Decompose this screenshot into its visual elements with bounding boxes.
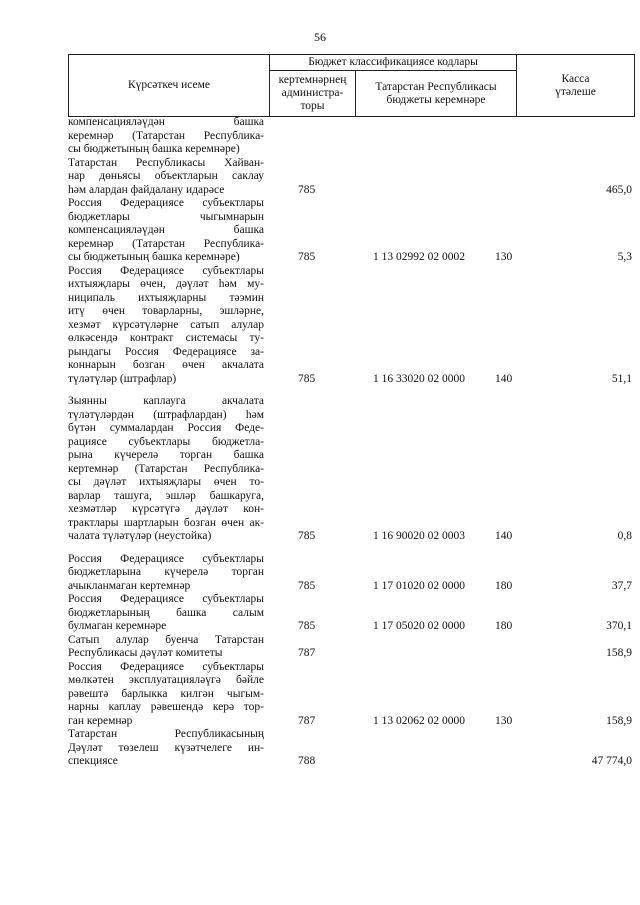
table-row [68, 593, 634, 634]
budget-code: 1 13 02992 02 0002 [373, 251, 465, 263]
kind-code: 130 [495, 714, 513, 727]
admin-code: 785 [298, 372, 316, 385]
admin-code: 785 [298, 530, 316, 542]
indicator-name: Россия Федерациясе субъектлары ихтыяҗлары өчен, дәүләт һәм му- ниципаль ихтыяҗларны тәэмин итү өчен товарларны, эшләрне, хезмәт күрсәтүләрне сатып алулар өлкәсендә контракт системасы ту- рындагы Россия Федерациясе за- коннарын бозган өчен акчалата түләтүләр (штрафлар) [68, 264, 264, 385]
table-row [68, 157, 634, 198]
cash-amount: 37,7 [611, 579, 632, 592]
kind-code: 180 [495, 620, 513, 632]
page-number: 56 [314, 30, 326, 44]
budget-code: 1 16 33020 02 0000 [373, 372, 465, 385]
budget-code: 1 13 02062 02 0000 [373, 714, 465, 727]
table-row [68, 116, 634, 157]
cash-amount: 158,9 [606, 647, 632, 659]
table-row [68, 265, 634, 387]
header-budget: Татарстан Республикасы бюджеты керемнәре [356, 71, 517, 117]
indicator-name: Татарстан Республикасы Хайван- нар дөньясы объектларын саклау һәм алардан файдалану идарәсе [68, 156, 264, 196]
cash-amount: 0,8 [617, 530, 632, 542]
admin-code: 785 [298, 183, 316, 196]
admin-code: 785 [298, 251, 316, 263]
admin-code: 787 [298, 714, 316, 727]
header-admin: кертемнәрнең администра- торы [270, 71, 356, 117]
kind-code: 180 [495, 579, 513, 592]
indicator-name: Россия Федерациясе субъектлары мөлкәтен эксплуатацияләүгә бәйле рәвештә барлыкка килгән чыгым- нарны каплау рәвешендә керә тор- ган керемнәр [68, 660, 264, 727]
kind-code: 130 [495, 251, 513, 263]
header-cash: Касса үтәлеше [517, 55, 635, 117]
indicator-name: Россия Федерациясе субъектлары бюджетларының башка салым булмаган керемнәре [68, 593, 264, 632]
header-indicator: Күрсәткеч исеме [69, 55, 270, 117]
table-row [68, 661, 634, 729]
cash-amount: 51,1 [611, 372, 632, 385]
table-row [68, 634, 634, 661]
cash-amount: 465,0 [606, 183, 632, 196]
budget-code: 1 16 90020 02 0003 [373, 530, 465, 542]
table-row [68, 728, 634, 769]
budget-code: 1 17 05020 02 0000 [373, 620, 465, 632]
header-table [68, 54, 635, 117]
header-classification: Бюджет классификациясе кодлары [270, 55, 517, 71]
cash-amount: 158,9 [606, 714, 632, 727]
cash-amount: 5,3 [617, 251, 632, 263]
table-row [68, 395, 634, 544]
indicator-name: компенсацияләүдән башка керемнәр (Татарстан Республика- сы бюджетының башка керемнәре) [68, 116, 264, 155]
indicator-name: Татарстан Республикасының Дәүләт төзелеш күзәтчелеге ин- спекциясе [68, 728, 264, 767]
cash-amount: 370,1 [606, 620, 632, 632]
indicator-name: Россия Федерациясе субъектлары бюджетлары чыгымнарын компенсацияләүдән башка керемнәр (Татарстан Республика- сы бюджетының башка керемнәре) [68, 197, 264, 263]
table-body [68, 116, 634, 769]
admin-code: 787 [298, 647, 316, 659]
cash-amount: 47 774,0 [591, 755, 632, 767]
kind-code: 140 [495, 530, 513, 542]
table-row [68, 197, 634, 265]
budget-code: 1 17 01020 02 0000 [373, 579, 465, 592]
indicator-name: Сатып алулар буенча Татарстан Республикасы дәүләт комитеты [68, 633, 264, 659]
admin-code: 785 [298, 620, 316, 632]
table-row [68, 553, 634, 594]
indicator-name: Зыянны каплауга акчалата түләтүләрдән (штрафлардан) һәм бүтән суммалардан Россия Феде- рациясе субъектлары бюджетла- рына күчерелә торган башка кертемнәр (Татарстан Республика- сы дәүләт ихтыяҗлары өчен то- варлар ташуга, эшләр башкаруга, хезмәтләр күрсәтүгә дәүләт кон- трактлары шартларын бозган өчен ак- чалата түләтүләр (неустойка) [68, 395, 264, 542]
indicator-name: Россия Федерациясе субъектлары бюджетларына күчерелә торган ачыкланмаган кертемнәр [68, 552, 264, 592]
admin-code: 788 [298, 755, 316, 767]
admin-code: 785 [298, 579, 316, 592]
kind-code: 140 [495, 372, 513, 385]
